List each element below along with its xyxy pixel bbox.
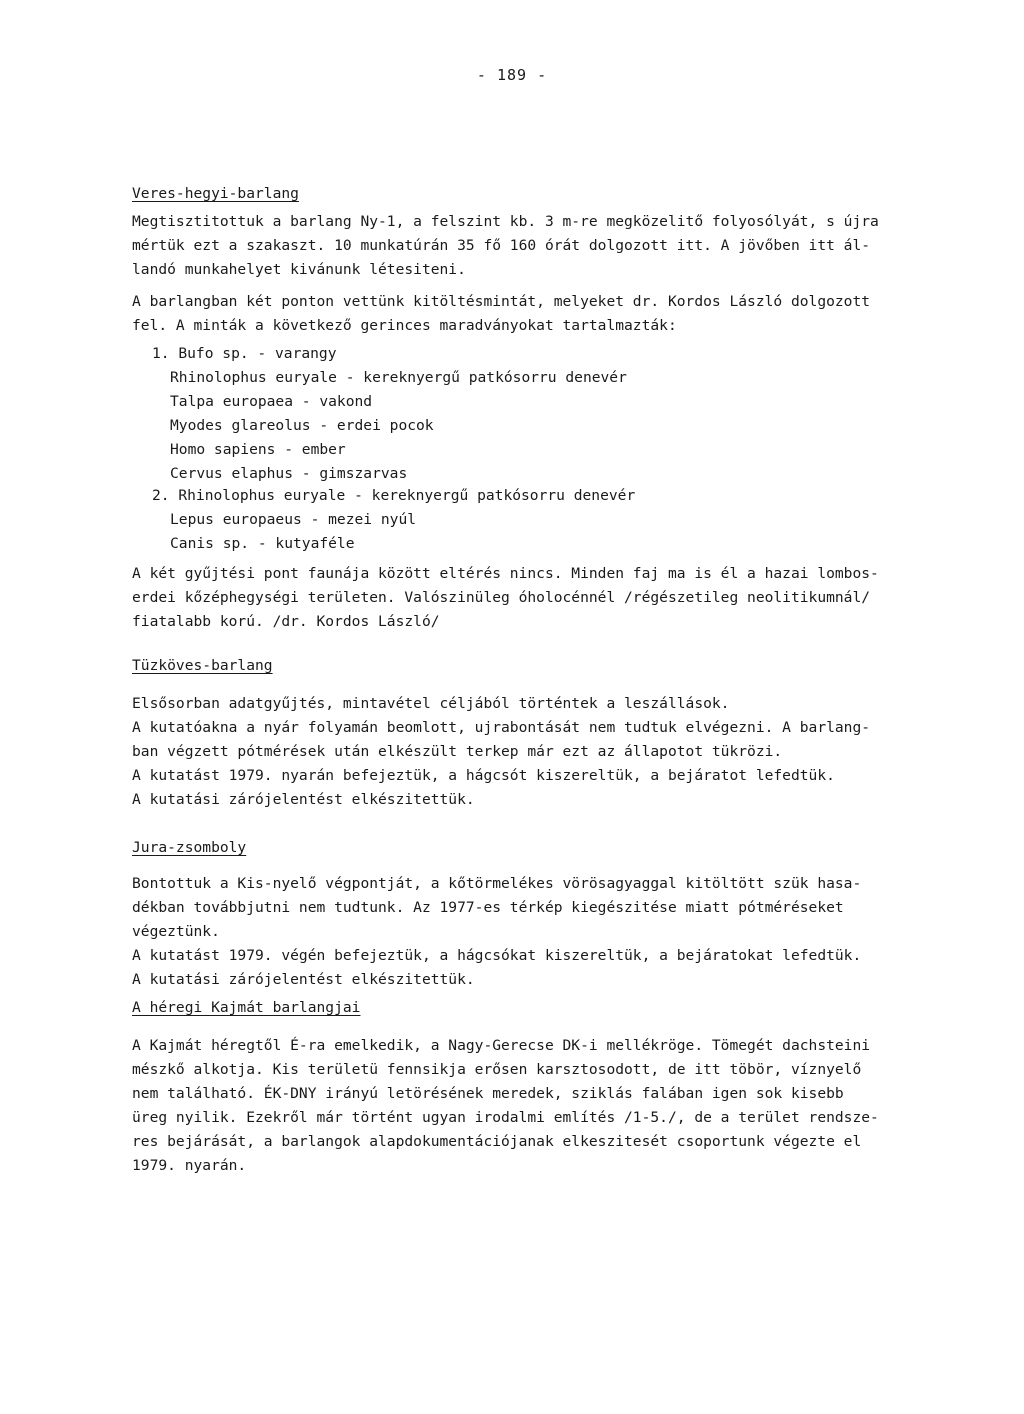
text-line: A kutatást 1979. nyarán befejeztük, a hágcsót kiszereltük, a bejáratot lefedtük.	[132, 767, 835, 784]
text-line: mészkő alkotja. Kis területü fennsikja erősen karsztosodott, de itt töbör, víznyelő	[132, 1061, 862, 1078]
list-item: Cervus elaphus - gimszarvas	[170, 465, 408, 482]
paragraph	[132, 1034, 932, 1178]
list-item: Rhinolophus euryale - kereknyergű patkósorru denevér	[170, 369, 627, 386]
list-item: 2. Rhinolophus euryale - kereknyergű patkósorru denevér	[152, 487, 636, 504]
fauna-list-1	[132, 342, 932, 486]
paragraph	[132, 692, 932, 812]
list-item: Lepus europaeus - mezei nyúl	[170, 511, 417, 528]
paragraph	[132, 562, 932, 634]
paragraph	[132, 290, 932, 338]
text-line: res bejárását, a barlangok alapdokumentációjanak elkeszitesét csoportunk végezte el	[132, 1133, 862, 1150]
heading-tuzkoves: Tüzköves-barlang	[132, 657, 273, 674]
paragraph	[132, 210, 932, 282]
text-line: A kutatási zárójelentést elkészitettük.	[132, 791, 475, 808]
text-line: végeztünk.	[132, 923, 220, 940]
heading-jura: Jura-zsomboly	[132, 839, 247, 856]
text-line: A kutatást 1979. végén befejeztük, a hágcsókat kiszereltük, a bejáratokat lefedtük.	[132, 947, 862, 964]
section-heading	[132, 182, 932, 206]
text-line: nem található. ÉK-DNY irányú letörésének meredek, sziklás falában igen sok kisebb	[132, 1085, 844, 1102]
text-line: fiatalabb korú. /dr. Kordos László/	[132, 613, 440, 630]
list-item: Homo sapiens - ember	[170, 441, 346, 458]
text-line: Bontottuk a Kis-nyelő végpontját, a kőtörmelékes vörösagyaggal kitöltött szük hasa-	[132, 875, 862, 892]
fauna-list-2	[132, 484, 932, 556]
text-line: A kutatóakna a nyár folyamán beomlott, ujrabontását nem tudtuk elvégezni. A barlang-	[132, 719, 871, 736]
text-line: erdei kőzéphegységi területen. Valószinüleg óholocénnél /régészetileg neolitikumnál/	[132, 589, 871, 606]
list-item: Myodes glareolus - erdei pocok	[170, 417, 434, 434]
section-heregi	[132, 996, 932, 1020]
text-line: 1979. nyarán.	[132, 1157, 247, 1174]
list-item: Canis sp. - kutyaféle	[170, 535, 355, 552]
heading-heregi: A héregi Kajmát barlangjai	[132, 999, 361, 1016]
text-line: A két gyűjtési pont faunája között eltérés nincs. Minden faj ma is él a hazai lombos-	[132, 565, 879, 582]
text-line: A barlangban két ponton vettünk kitöltésmintát, melyeket dr. Kordos László dolgozott	[132, 293, 871, 310]
text-line: Elsősorban adatgyűjtés, mintavétel céljából történtek a leszállások.	[132, 695, 730, 712]
text-line: dékban továbbjutni nem tudtunk. Az 1977-es térkép kiegészitése miatt pótméréseket	[132, 899, 844, 916]
heading-veres: Veres-hegyi-barlang	[132, 185, 299, 202]
section-jura	[132, 836, 932, 860]
text-line: üreg nyilik. Ezekről már történt ugyan irodalmi említés /1-5./, de a terület rendsze-	[132, 1109, 879, 1126]
text-line: A kutatási zárójelentést elkészitettük.	[132, 971, 475, 988]
list-item: 1. Bufo sp. - varangy	[152, 345, 337, 362]
section-heading	[132, 996, 932, 1020]
text-line: A Kajmát héregtől É-ra emelkedik, a Nagy-Gerecse DK-i mellékrögе. Tömegét dachsteini	[132, 1037, 871, 1054]
section-veres	[132, 182, 932, 206]
section-heading	[132, 654, 932, 678]
section-heading	[132, 836, 932, 860]
text-line: mértük ezt a szakaszt. 10 munkatúrán 35 fő 160 órát dolgozott itt. A jövőben itt ál-	[132, 237, 871, 254]
text-line: fel. A minták a következő gerinces maradványokat tartalmazták:	[132, 317, 677, 334]
text-line: Megtisztitottuk a barlang Ny-1, a felszint kb. 3 m-re megközelitő folyosólyát, s újra	[132, 213, 879, 230]
text-line: ban végzett pótmérések után elkészült terkep már ezt az állapotot tükrözi.	[132, 743, 783, 760]
list-item: Talpa europaea - vakond	[170, 393, 373, 410]
text-line: landó munkahelyet kivánunk létesiteni.	[132, 261, 466, 278]
page-number: - 189 -	[476, 66, 548, 84]
paragraph	[132, 872, 932, 992]
section-tuzkoves	[132, 654, 932, 678]
